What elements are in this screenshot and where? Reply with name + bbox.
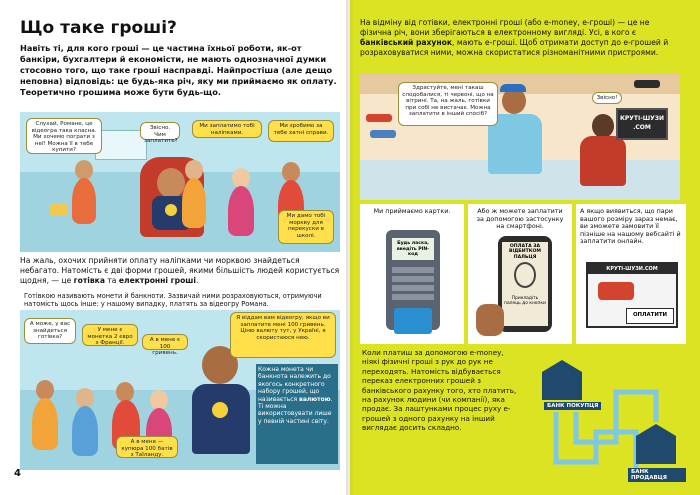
speech-bubble: А може, у вас знайдеться готівка? — [24, 318, 76, 344]
speech-bubble: Звісно! — [592, 92, 622, 104]
shop-scene — [360, 74, 680, 200]
store-monitor — [616, 108, 668, 140]
speech-bubble: Ми зробимо за тебе хатні справи. — [268, 120, 334, 142]
speech-bubble: Ми заплатимо тобі наліпками. — [192, 120, 262, 138]
clerk-shirt — [580, 136, 626, 186]
shoe-image — [598, 282, 634, 300]
speech-bubble: Ми дамо тобі моркву для перекуски в школі. — [278, 210, 334, 244]
cash-emoney-intro: На жаль, охочих прийняти оплату наліпками чи морквою знайдеться небагато. Натомість є дві форми грошей, якими більшість людей користується щодня, — це готівка та електронні гроші. — [20, 256, 340, 285]
phone-option-panel — [468, 204, 572, 344]
phone-screen-hint: Прикладіть палець до кнопки — [504, 296, 546, 307]
kid-b-body — [72, 406, 98, 456]
pacman-logo-2 — [212, 402, 228, 418]
web-title: КРУТІ-ШУЗИ.COM — [588, 264, 676, 274]
terminal-screen: Будь ласка, введіть PIN-код — [392, 238, 434, 260]
cash-panel — [20, 290, 340, 470]
right-page — [350, 0, 700, 495]
kid-a-body — [32, 398, 58, 450]
card-option-text: Ми приймаємо картки. — [373, 207, 451, 215]
book-gutter — [346, 0, 354, 495]
intro-paragraph: Навіть ті, для кого гроші — це частина їхньої роботи, як-от банкіри, бухгалтери й економісти, не мають однозначної думки стосовно того, що таке гроші насправді. Найпростіша (але дещо неповна) відповідь: це будь-яка річ, яку ми приймаємо як оплату. Теоретично грошима може бути будь-що. — [20, 43, 337, 97]
fingerprint-icon[interactable] — [514, 262, 536, 288]
shoe — [370, 130, 396, 138]
bank-seller-label: БАНК ПРОДАВЦЯ — [628, 468, 686, 482]
speech-bubble: Слухай, Романе, це відеогра така класна. Ми хочемо пограти з неї! Можна її в тебе купити? — [26, 118, 102, 154]
kid-c-head — [116, 382, 134, 402]
online-option-text: А якщо виявиться, що пари вашого розміру зараз немає, ви зможете замовити її пізніше на нашому вебсайті й заплатити онлайн. — [580, 207, 681, 246]
page-number: 4 — [14, 468, 21, 479]
terminal-keypad[interactable] — [392, 266, 434, 300]
page-title: Що таке гроші? — [20, 18, 177, 38]
currency-caption: Кожна монета чи банкнота належить до якогось конкретного набору грошей, що називається валютою. Ті можна використовувати лише у певній частині світу. — [256, 364, 338, 464]
pay-button[interactable]: ОПЛАТИТИ — [626, 308, 674, 324]
kid-b-head — [76, 388, 94, 408]
sticker-sheet — [50, 204, 68, 216]
store-sign-line1: КРУТІ-ШУЗИ — [619, 115, 665, 122]
kid3-body — [228, 186, 254, 236]
bank-buyer-label: БАНК ПОКУПЦЯ — [544, 402, 601, 410]
hand — [476, 304, 504, 336]
store-sign-line2: .COM — [633, 124, 651, 131]
speech-bubble: Здрастуйте, мені такаш сподобалися, ті червоні, що на вітрині. Та, на жаль, готівки при собі не вистачає. Можна заплатити в інший спосіб? — [398, 82, 498, 126]
phone-option-text: Або ж можете заплатити за допомогою застосунку на смартфоні. — [476, 207, 564, 231]
term-emoney: електронні гроші — [118, 276, 196, 285]
barter-panel — [20, 112, 340, 252]
speech-bubble: А в мене є 100 гривень. — [142, 334, 188, 350]
kid1-body — [72, 178, 96, 224]
phone-screen-title: ОПЛАТА ЗА ВІДБИТКОМ ПАЛЬЦЯ — [508, 244, 541, 260]
clerk-head — [592, 114, 614, 138]
emoney-intro: На відміну від готівки, електронні гроші (або е-money, е-гроші) — це не фізична річ, вони зберігаються в електронному вигляді. Усі, в кого є банківський рахунок, мають е-гроші. Щоб отримати доступ до е-грошей й розраховуватися ними, можна скористатися різноманітними пристроями. — [360, 18, 669, 57]
cash-definition: Готівкою називають монети й банкноти. Зазвичай ними розраховуються, отримуючи натомість щось інше: у нашому випадку, платять за відеогру Романа. — [24, 292, 322, 308]
shoe — [366, 114, 392, 122]
speech-bubble: А в мене — купюра 100 батів з Таїланду. — [116, 436, 178, 458]
roman-shirt-2 — [192, 384, 250, 454]
roman-head — [157, 168, 185, 198]
term-bank-account: банківський рахунок — [360, 38, 453, 47]
customer-cap — [500, 84, 526, 92]
kid2-body — [182, 178, 206, 228]
kid2-head — [185, 160, 203, 180]
term-cash: готівка — [73, 276, 105, 285]
shoe — [634, 80, 660, 88]
speech-bubble: У мене є монетка 2 євро з Франції. — [82, 324, 138, 346]
bank-diagram — [536, 352, 686, 488]
card-option-panel — [360, 204, 464, 344]
kid1-head — [75, 160, 93, 180]
bank-card — [394, 308, 432, 334]
speech-bubble: Я віддам вам відеогру, якщо ви заплатите мені 100 гривень. Ціню валюту тут, у Україні, я скористаюся нею. — [230, 312, 336, 358]
kid4-head — [282, 162, 300, 182]
kid-a-head — [36, 380, 54, 400]
pacman-logo — [165, 204, 177, 216]
kid3-head — [232, 168, 250, 188]
speech-bubble: Звісно. Чим заплатите? — [140, 122, 180, 140]
online-option-panel — [576, 204, 686, 344]
transfer-text: Коли платиш за допомогою е-money, ніякі фізичні гроші з рук до рук не переходять. Натомість відбувається переказ електронних грошей з банківського рахунку того, хто платить, на рахунок людини (чи компанії), яка продає. За лаштунками процес руху е-грошей з одного рахунку на інший виглядає досить складно. — [362, 348, 517, 433]
kid-d-head — [150, 390, 168, 410]
